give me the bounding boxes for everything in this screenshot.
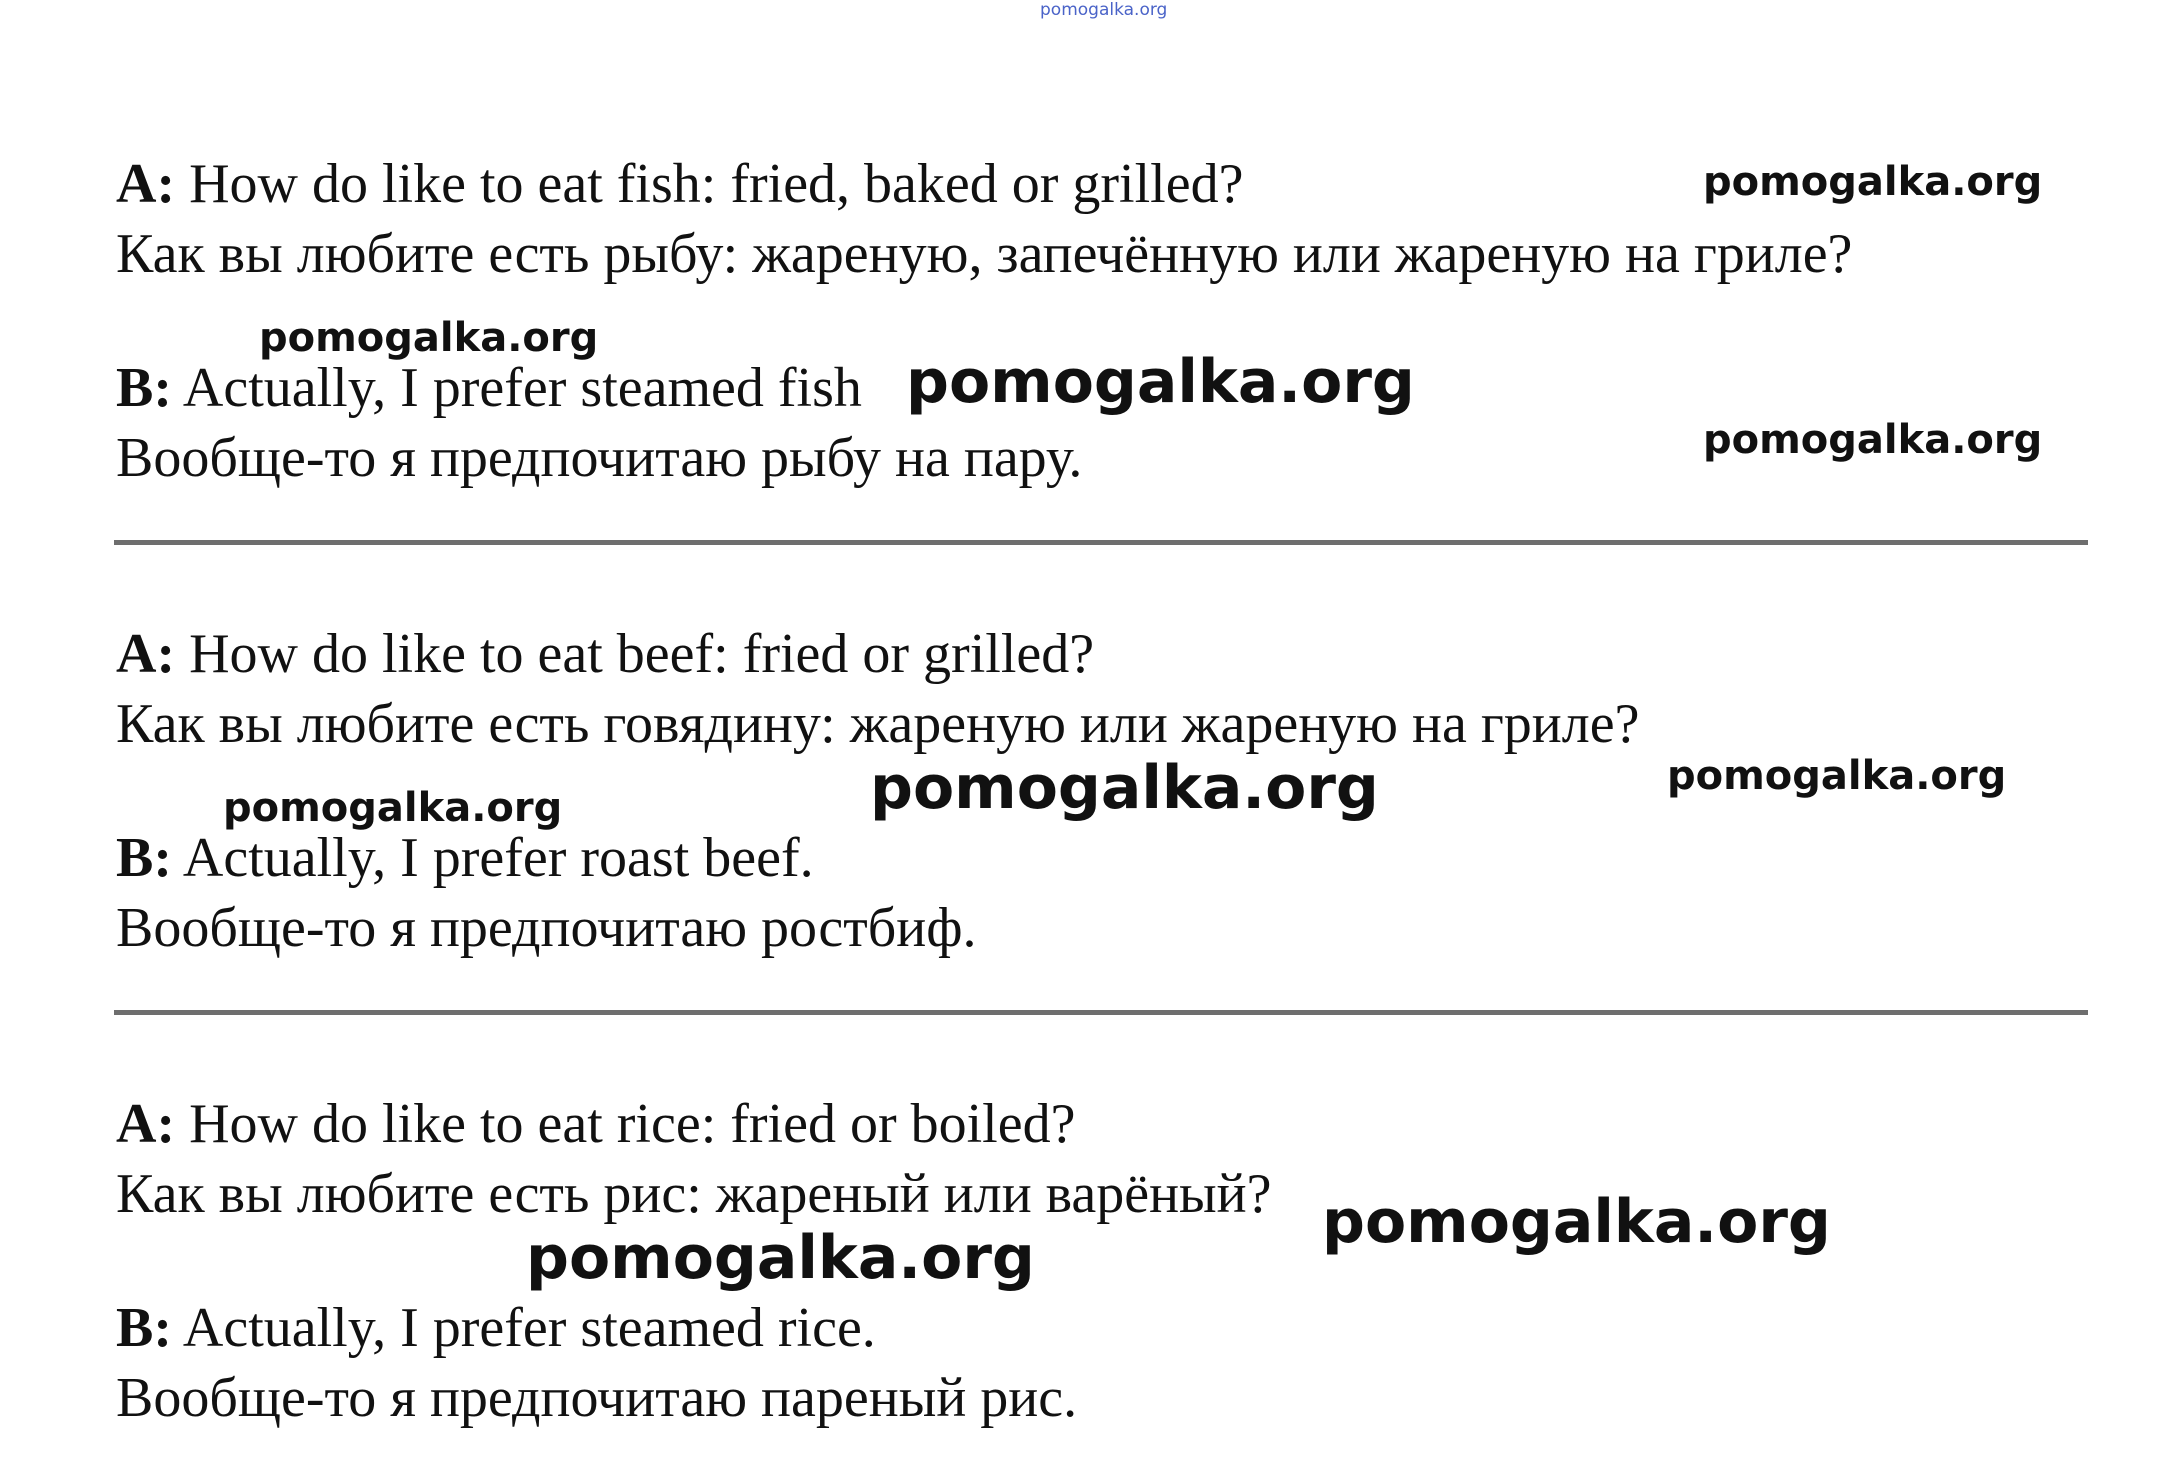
answer-english: Actually, I prefer steamed fish	[172, 357, 862, 419]
dialogue-3-answer	[116, 1296, 876, 1360]
speaker-a-label: A:	[116, 153, 176, 215]
divider-1	[114, 540, 2088, 545]
watermark: pomogalka.org	[259, 315, 599, 361]
dialogue-3-question	[116, 1092, 1075, 1156]
dialogue-2-question-translation: Как вы любите есть говядину: жареную или жареную на гриле?	[116, 693, 1640, 755]
speaker-b-label: B:	[116, 827, 172, 889]
dialogue-1-question-translation: Как вы любите есть рыбу: жареную, запечённую или жареную на гриле?	[116, 223, 1853, 285]
watermark: pomogalka.org	[223, 785, 563, 831]
dialogue-1-question	[116, 152, 1243, 216]
speaker-a-label: A:	[116, 623, 176, 685]
watermark-large: pomogalka.org	[870, 753, 1379, 823]
watermark: pomogalka.org	[1703, 417, 2043, 463]
speaker-a-label: A:	[116, 1093, 176, 1155]
top-watermark: pomogalka.org	[1040, 0, 1168, 20]
dialogue-2-question	[116, 622, 1094, 686]
dialogue-1-answer	[116, 356, 862, 420]
dialogue-2-answer-translation: Вообще-то я предпочитаю ростбиф.	[116, 897, 977, 959]
watermark: pomogalka.org	[1703, 159, 2043, 205]
dialogue-2-answer	[116, 826, 814, 890]
answer-english: Actually, I prefer steamed rice.	[172, 1297, 876, 1359]
speaker-b-label: B:	[116, 1297, 172, 1359]
divider-2	[114, 1010, 2088, 1015]
watermark-large: pomogalka.org	[906, 347, 1415, 417]
dialogue-3-answer-translation: Вообще-то я предпочитаю пареный рис.	[116, 1367, 1078, 1429]
dialogue-1-answer-translation: Вообще-то я предпочитаю рыбу на пару.	[116, 427, 1083, 489]
speaker-b-label: B:	[116, 357, 172, 419]
question-english: How do like to eat fish: fried, baked or grilled?	[175, 153, 1244, 215]
question-english: How do like to eat rice: fried or boiled?	[175, 1093, 1076, 1155]
question-english: How do like to eat beef: fried or grilled?	[175, 623, 1095, 685]
dialogue-3-question-translation: Как вы любите есть рис: жареный или варёный?	[116, 1163, 1272, 1225]
watermark: pomogalka.org	[1667, 753, 2007, 799]
watermark-large: pomogalka.org	[1322, 1187, 1831, 1257]
watermark-large: pomogalka.org	[526, 1223, 1035, 1293]
answer-english: Actually, I prefer roast beef.	[172, 827, 814, 889]
